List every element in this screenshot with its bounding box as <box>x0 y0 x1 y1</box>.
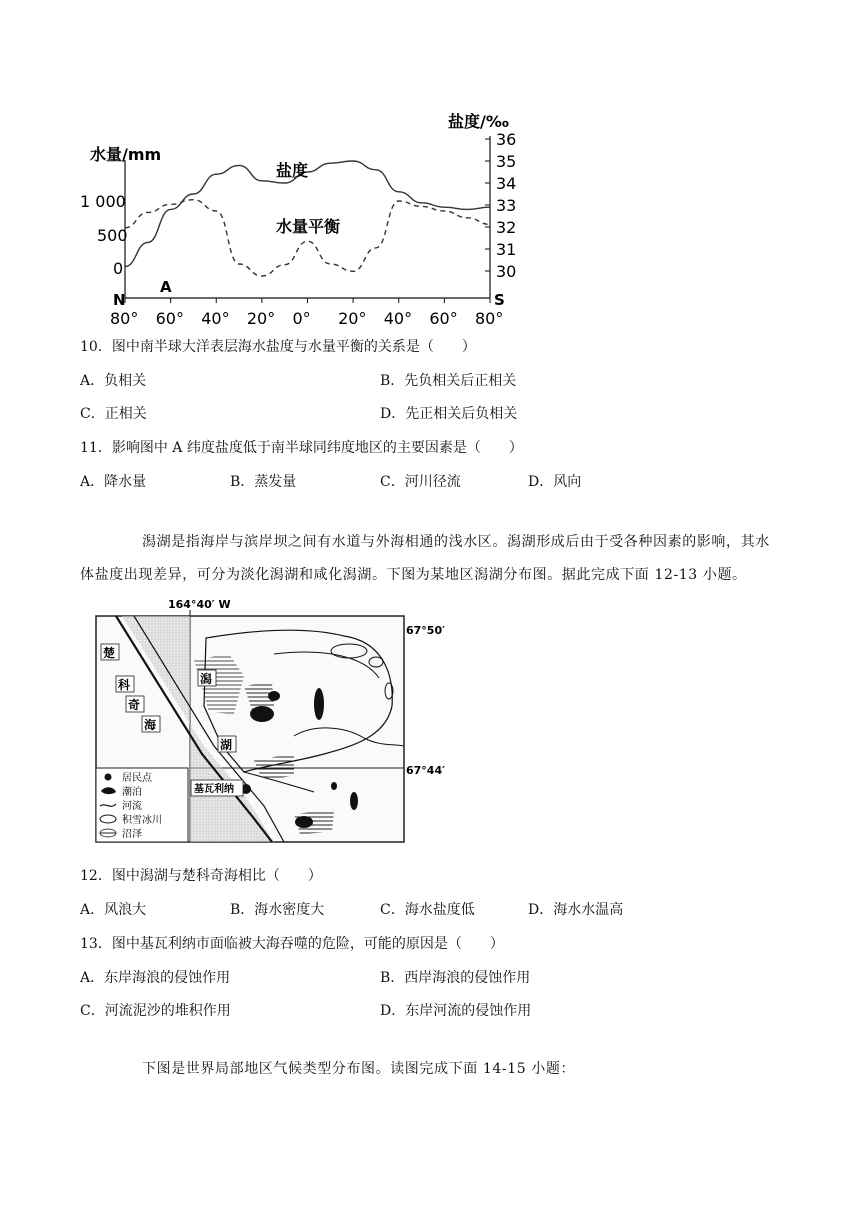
salinity-series-label: 盐度 <box>276 161 309 180</box>
question-12-option-d[interactable]: D．海水水温高 <box>528 902 624 918</box>
x-tick-label: 60° <box>155 309 184 328</box>
latitude-label-bottom: 67°44′ <box>406 764 446 777</box>
salinity-water-balance-chart <box>80 100 520 330</box>
question-10-option-b[interactable]: B．先负相关后正相关 <box>380 373 517 389</box>
question-11-option-a[interactable]: A．降水量 <box>80 474 147 490</box>
svg-text:湖: 湖 <box>220 738 233 752</box>
question-13-option-d[interactable]: D．东岸河流的侵蚀作用 <box>380 1003 532 1019</box>
left-axis-label: 水量/mm <box>90 145 162 164</box>
x-tick-label: 80° <box>475 309 504 328</box>
svg-text:奇: 奇 <box>128 698 141 712</box>
question-10-option-c[interactable]: C．正相关 <box>80 406 147 422</box>
question-12-option-a[interactable]: A．风浪大 <box>80 902 147 918</box>
x-tick-label: 0° <box>292 309 311 328</box>
latitude-label-top: 67°50′ <box>406 624 446 637</box>
legend-item: 沼泽 <box>122 829 142 840</box>
x-tick-label: 20° <box>338 309 367 328</box>
lagoon-passage: 潟湖是指海岸与滨岸坝之间有水道与外海相通的浅水区。潟湖形成后由于受各种因素的影响，其水体盐度出现差异，可分为淡化潟湖和咸化潟湖。下图为某地区潟湖分布图。据此完成下面 12-13 小题。 <box>80 534 770 583</box>
water-balance-series-line <box>125 200 490 276</box>
question-11-stem: 11．影响图中 A 纬度盐度低于南半球同纬度地区的主要因素是（ ） <box>80 440 523 456</box>
lake <box>350 792 358 810</box>
x-tick-label: 40° <box>383 309 413 328</box>
right-axis-label: 盐度/‰ <box>448 112 509 131</box>
longitude-label: 164°40′ W <box>168 598 231 611</box>
question-11-option-d[interactable]: D．风向 <box>528 474 582 490</box>
city-label: 基瓦利纳 <box>194 784 234 795</box>
question-10-option-d[interactable]: D．先正相关后负相关 <box>380 406 518 422</box>
lagoon-map <box>94 596 446 846</box>
right-tick-label: 32 <box>496 218 517 237</box>
right-tick-label: 36 <box>496 130 517 149</box>
legend-settlement-symbol <box>105 774 112 781</box>
question-13-stem: 13．图中基瓦利纳市面临被大海吞噬的危险，可能的原因是（ ） <box>80 936 504 952</box>
question-12-stem: 12．图中潟湖与楚科奇海相比（ ） <box>80 868 322 884</box>
svg-text:科: 科 <box>118 678 131 692</box>
legend-item: 居民点 <box>122 773 152 784</box>
question-13-option-b[interactable]: B．西岸海浪的侵蚀作用 <box>380 970 531 986</box>
question-11-option-b[interactable]: B．蒸发量 <box>230 474 297 490</box>
lake <box>331 782 337 790</box>
right-tick-label: 30 <box>496 262 517 281</box>
left-tick-label: 0 <box>113 259 124 278</box>
lake <box>268 691 280 701</box>
question-12-option-c[interactable]: C．海水盐度低 <box>380 902 475 918</box>
left-tick-label: 500 <box>97 226 128 245</box>
point-a-label: A <box>160 278 172 296</box>
x-tick-label: 20° <box>246 309 276 328</box>
question-13-option-a[interactable]: A．东岸海浪的侵蚀作用 <box>80 970 231 986</box>
legend-item: 积雪冰川 <box>122 815 162 826</box>
question-10-option-a[interactable]: A．负相关 <box>80 373 147 389</box>
svg-text:海: 海 <box>144 718 157 732</box>
right-tick-label: 35 <box>496 152 517 171</box>
legend-marsh-symbol <box>100 829 116 837</box>
x-tick-label: 80° <box>110 309 139 328</box>
lake <box>314 688 324 720</box>
svg-text:楚: 楚 <box>103 646 116 660</box>
right-tick-label: 33 <box>496 196 517 215</box>
lake <box>295 816 313 828</box>
x-start-label: N <box>113 291 126 309</box>
x-tick-label: 60° <box>429 309 458 328</box>
legend-item: 潮泊 <box>122 787 142 798</box>
climate-passage: 下图是世界局部地区气候类型分布图。读图完成下面 14-15 小题： <box>142 1061 576 1077</box>
question-10-stem: 10．图中南半球大洋表层海水盐度与水量平衡的关系是（ ） <box>80 339 476 355</box>
svg-text:潟: 潟 <box>200 672 213 686</box>
question-12-option-b[interactable]: B．海水密度大 <box>230 902 325 918</box>
right-tick-label: 34 <box>496 174 517 193</box>
lake <box>250 706 274 722</box>
legend-item: 河流 <box>122 801 142 812</box>
water-balance-series-label: 水量平衡 <box>276 217 341 236</box>
question-13-option-c[interactable]: C．河流泥沙的堆积作用 <box>80 1003 231 1019</box>
left-tick-label: 1 000 <box>80 192 126 211</box>
x-end-label: S <box>494 291 505 309</box>
x-tick-label: 40° <box>201 309 230 328</box>
question-11-option-c[interactable]: C．河川径流 <box>380 474 461 490</box>
right-tick-label: 31 <box>496 240 517 259</box>
